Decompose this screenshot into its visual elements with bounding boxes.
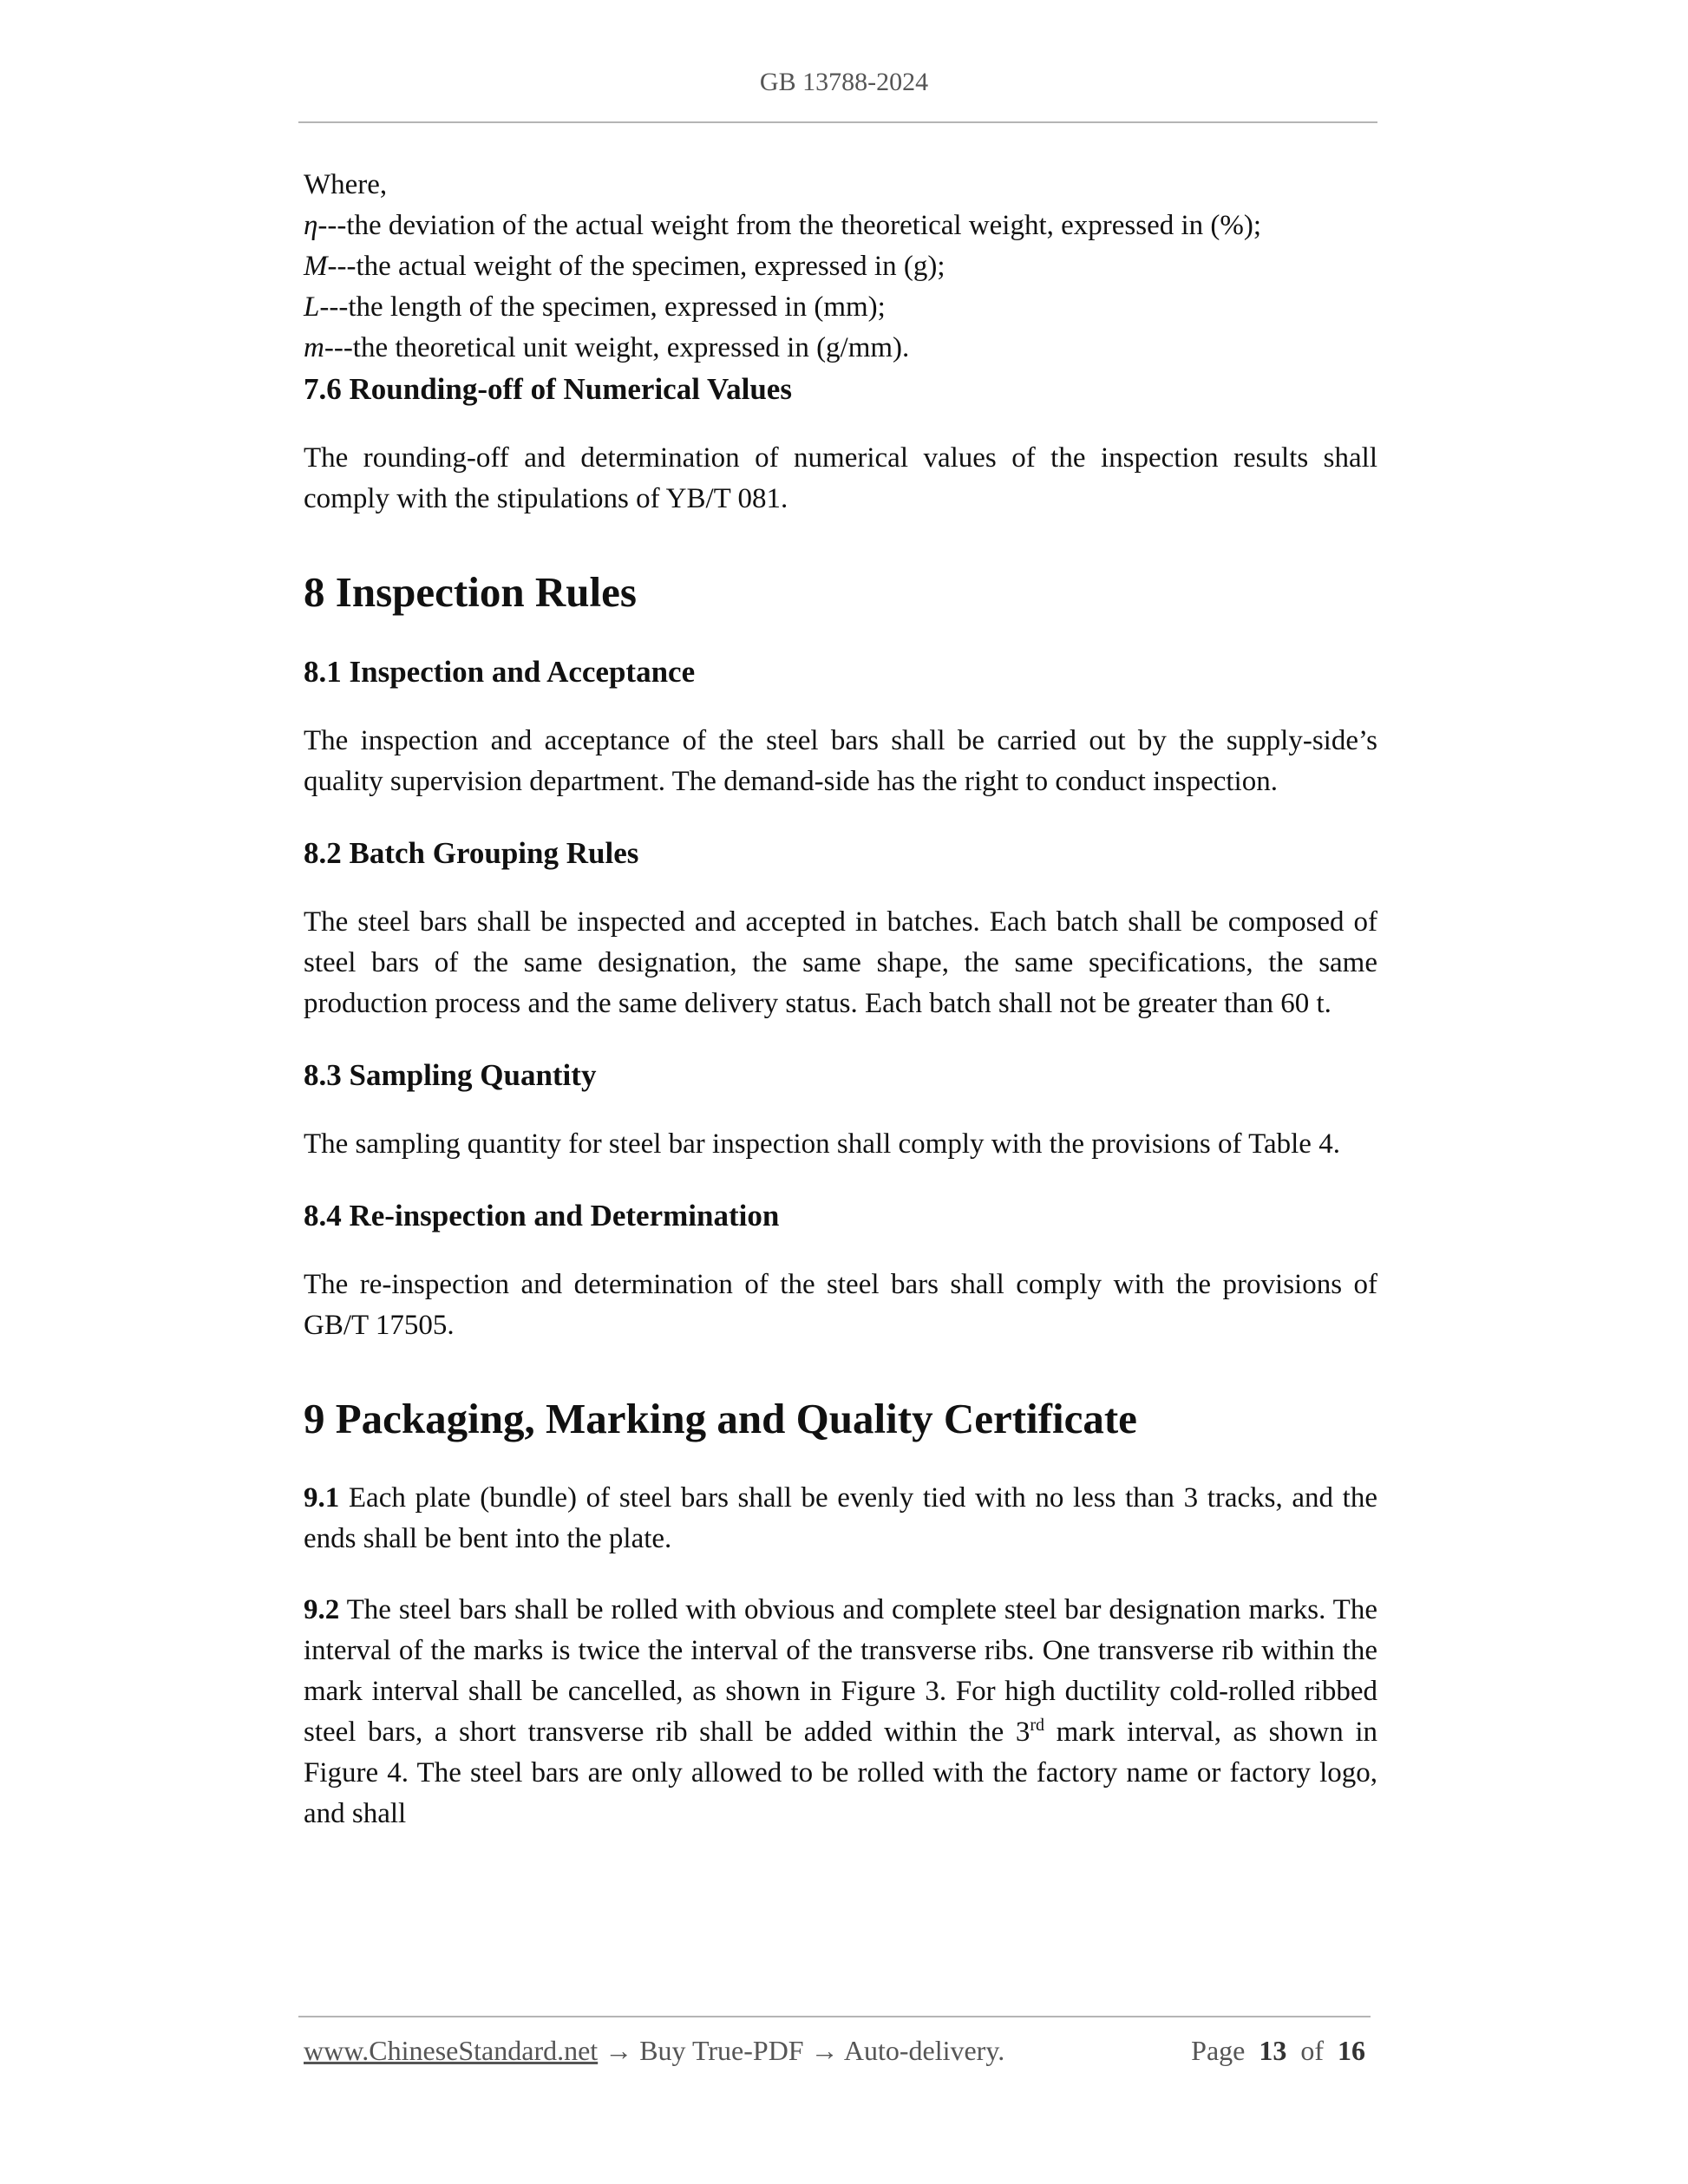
variable-definition-m-upper [304, 246, 1377, 287]
variable-description: ---the length of the specimen, expressed in (mm); [319, 291, 886, 323]
variable-description: ---the deviation of the actual weight from the theoretical weight, expressed in (%); [317, 210, 1262, 241]
section-8-4-heading: 8.4 Re-inspection and Determination [304, 1199, 780, 1233]
section-8-2-heading: 8.2 Batch Grouping Rules [304, 836, 639, 870]
buy-pdf-text: Buy True-PDF [639, 2035, 804, 2066]
clause-number: 9.2 [304, 1594, 340, 1625]
document-code-header: GB 13788-2024 [759, 68, 929, 96]
ordinal-superscript: rd [1030, 1716, 1045, 1735]
auto-delivery-text: Auto-delivery. [843, 2035, 1005, 2066]
section-8-3-text: The sampling quantity for steel bar inspection shall comply with the provisions of Table 4. [304, 1128, 1340, 1160]
arrow-right-icon: → [810, 2035, 839, 2066]
variable-symbol: M [304, 251, 328, 282]
total-pages: 16 [1338, 2035, 1365, 2066]
section-8-heading: 8 Inspection Rules [304, 568, 637, 616]
where-intro: Where, [304, 169, 388, 200]
variable-definition-m-lower [304, 328, 1377, 369]
section-7-6-heading: 7.6 Rounding-off of Numerical Values [304, 372, 792, 406]
header-divider [298, 121, 1377, 123]
clause-number: 9.1 [304, 1482, 340, 1514]
variable-definition-eta [304, 206, 1377, 246]
clause-text-continued: mark interval, as shown in Figure 4. The steel bars are only allowed to be rolled with the factory name or factory logo, and shall [304, 1716, 1377, 1829]
footer-divider [298, 2016, 1371, 2017]
section-7-6-text: The rounding-off and determination of numerical values of the inspection results shall comply with the stipulations of YB/T 081. [304, 442, 1377, 514]
section-9-heading: 9 Packaging, Marking and Quality Certificate [304, 1395, 1137, 1442]
website-link[interactable]: www.ChineseStandard.net [304, 2035, 599, 2066]
section-8-2-text: The steel bars shall be inspected and accepted in batches. Each batch shall be composed of steel bars of the same designation, the same shape, the same specifications, the same production process and the same delivery status. Each batch shall not be greater than 60 t. [304, 906, 1377, 1019]
of-label: of [1300, 2035, 1324, 2066]
page-label: Page [1191, 2035, 1246, 2066]
section-8-3-heading: 8.3 Sampling Quantity [304, 1058, 597, 1092]
variable-symbol: η [304, 210, 318, 241]
clause-9-1 [304, 1478, 1377, 1560]
clause-text: Each plate (bundle) of steel bars shall be evenly tied with no less than 3 tracks, and the ends shall be bent into the plate. [304, 1482, 1377, 1554]
clause-text: The steel bars shall be rolled with obvious and complete steel bar designation marks. The interval of the marks is twice the interval of the transverse ribs. One transverse rib within the mark interval shall be cancelled, as shown in Figure 3. For high ductility cold-rolled ribbed steel bars, a short transverse rib shall be added within the 3 [304, 1594, 1377, 1748]
arrow-right-icon: → [605, 2035, 633, 2066]
variable-definition-l [304, 287, 1377, 328]
page-body [304, 165, 1377, 1865]
variable-description: ---the actual weight of the specimen, expressed in (g); [327, 251, 945, 282]
variable-symbol: L [304, 291, 320, 323]
section-8-1-heading: 8.1 Inspection and Acceptance [304, 655, 696, 689]
clause-9-2 [304, 1590, 1377, 1834]
current-page: 13 [1259, 2035, 1287, 2066]
variable-description: ---the theoretical unit weight, expressed in (g/mm). [324, 332, 910, 363]
page-number [1191, 2035, 1365, 2067]
page-footer [304, 2035, 1371, 2073]
footer-promo [304, 2035, 1004, 2067]
section-8-1-text: The inspection and acceptance of the steel bars shall be carried out by the supply-side’s quality supervision department. The demand-side has the right to conduct inspection. [304, 725, 1377, 797]
variable-symbol: m [304, 332, 324, 363]
section-8-4-text: The re-inspection and determination of the steel bars shall comply with the provisions of GB/T 17505. [304, 1269, 1377, 1341]
